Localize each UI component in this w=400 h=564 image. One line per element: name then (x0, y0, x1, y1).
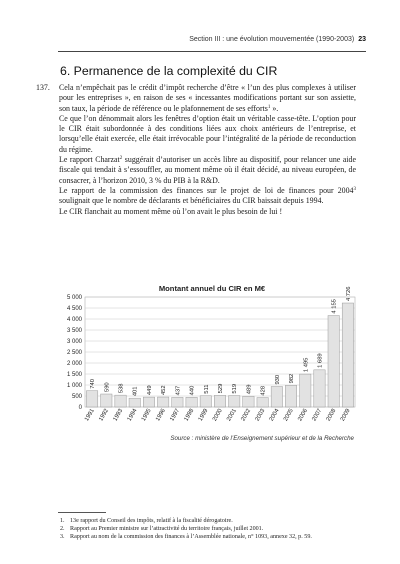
bar-value-label: 452 (161, 385, 168, 396)
paragraph-5: Le CIR flanchait au moment même où l’on avait le plus besoin de lui ! (59, 206, 283, 216)
y-tick-label: 1 500 (66, 372, 82, 379)
x-tick-label: 2002 (240, 408, 253, 423)
bar (186, 397, 197, 407)
bar (342, 303, 353, 407)
y-tick-label: 500 (71, 394, 82, 401)
footnote-number: 3. (60, 534, 65, 541)
y-tick-label: 2 000 (66, 361, 82, 368)
header-rule (58, 51, 366, 52)
bar-value-label: 401 (132, 386, 139, 397)
bar (172, 397, 183, 407)
bar-value-label: 440 (189, 385, 196, 396)
bar-value-label: 529 (218, 383, 224, 394)
x-tick-label: 1998 (183, 408, 196, 423)
section-title: 6. Permanence de la complexité du CIR (60, 64, 278, 78)
bar (243, 396, 254, 407)
bar-value-label: 538 (118, 383, 125, 394)
bar-value-label: 930 (274, 374, 281, 385)
paragraph-4-text: Le rapport de la commission des finances sur le projet de loi de finances pour 2004 (59, 185, 354, 195)
x-tick-label: 2005 (283, 408, 295, 423)
x-tick-label: 2003 (254, 408, 267, 423)
x-tick-label: 1994 (126, 408, 139, 423)
x-tick-label: 1999 (197, 408, 210, 423)
x-tick-label: 1992 (98, 408, 111, 423)
bar-value-label: 489 (246, 384, 253, 395)
footnote-number: 2. (60, 526, 65, 533)
x-tick-label: 1995 (140, 408, 153, 423)
paragraph-3-end: suggérait d’autoriser un accès libre au dispositif, pour relancer une aide fiscale qui tendait à s’essouffler, au moment même où il était décidé, au niveau européen, de consacrer, à l’horizon 2010, 3 % du PIB à la R&D. (59, 155, 356, 185)
chart-title: Montant annuel du CIR en M€ (158, 284, 266, 293)
bar (271, 387, 282, 407)
bar (214, 395, 225, 407)
footnote-number: 1. (60, 518, 65, 524)
y-tick-label: 3 000 (66, 339, 82, 346)
bar-value-label: 1 689 (317, 353, 324, 368)
bar (314, 370, 325, 407)
bar-value-label: 740 (90, 379, 97, 389)
bar (257, 398, 268, 407)
y-tick-label: 4 000 (66, 317, 82, 324)
footnote-3 (60, 533, 350, 541)
x-tick-label: 1991 (84, 408, 96, 423)
x-tick-label: 1997 (169, 408, 182, 423)
bar-value-label: 982 (289, 373, 296, 384)
running-head (58, 36, 366, 48)
y-tick-label: 5 000 (66, 295, 82, 302)
y-tick-label: 3 500 (66, 328, 82, 335)
bar (101, 394, 112, 407)
note-ref-2: 2 (119, 156, 123, 162)
bar (328, 316, 339, 407)
y-tick-label: 2 500 (66, 350, 82, 357)
bar (200, 396, 211, 407)
page-number: 23 (358, 36, 366, 43)
bar-value-label: 1 495 (303, 357, 310, 373)
body-text (36, 83, 356, 217)
x-tick-label: 2000 (211, 408, 224, 423)
footnotes (60, 517, 350, 542)
paragraph-1 (59, 83, 356, 114)
footnote-rule (58, 512, 106, 513)
bar-value-label: 519 (232, 383, 239, 394)
bar (157, 397, 168, 407)
bar (143, 397, 154, 407)
bar (86, 391, 97, 407)
paragraph-1-end: ». (270, 103, 279, 113)
footnote-text: Rapport au nom de la commission des finances à l’Assemblée nationale, n° 1093, annexe 32, p. 59. (70, 534, 312, 541)
bar-value-label: 511 (203, 384, 210, 394)
paragraph-4-end: soulignait que le nombre de déclarants et bénéficiaires du CIR baissait depuis 1994. (59, 196, 324, 206)
x-tick-label: 2007 (311, 408, 324, 423)
footnote-2 (60, 525, 350, 533)
x-tick-label: 2009 (339, 408, 352, 423)
running-title: Section III : une évolution mouvementée (1990-2003) (189, 36, 355, 43)
note-ref-1: 1 (267, 104, 271, 110)
x-tick-label: 1996 (155, 408, 167, 423)
bar (229, 396, 240, 407)
chart-svg (57, 280, 357, 445)
bar-value-label: 428 (260, 385, 267, 396)
bar (300, 374, 311, 407)
bar-value-label: 4 155 (331, 299, 338, 314)
paragraph-3 (59, 155, 356, 186)
footnote-text: 13e rapport du Conseil des impôts, relatif à la fiscalité dérogatoire. (70, 518, 233, 524)
paragraph-2: Ce que l’on dénommait alors les fenêtres d’option était un véritable casse-tête. L’option pour le CIR était subordonnée à des conditions liées aux choix antérieurs de l’entreprise, et lorsqu’elle était exercée, elle était irrévocable pour l’intégralité de la période de reconduction du régime. (59, 113, 356, 154)
x-tick-label: 2001 (226, 408, 238, 423)
footnote-1 (60, 517, 350, 525)
paragraph-number: 137. (36, 83, 50, 92)
y-tick-label: 4 500 (66, 306, 82, 313)
bar-value-label: 4 726 (345, 286, 352, 302)
bar-value-label: 590 (104, 382, 111, 393)
note-ref-3: 3 (353, 186, 356, 192)
footnote-text: Rapport au Premier ministre sur l’attractivité du territoire français, juillet 2001. (70, 526, 264, 533)
x-tick-label: 1993 (112, 408, 125, 423)
y-tick-label: 0 (78, 405, 82, 412)
cir-bar-chart (57, 280, 357, 445)
chart-source: Source : ministère de l’Enseignement supérieur et de la Recherche (170, 435, 354, 442)
y-tick-label: 1 000 (66, 383, 82, 390)
bar (129, 398, 140, 407)
x-tick-label: 2004 (268, 408, 281, 423)
x-tick-label: 2008 (325, 408, 338, 423)
bar (285, 385, 296, 407)
paragraph-1-text: Cela n’empêchait pas le crédit d’impôt recherche d’être « l’un des plus complexes à utiliser pour les entreprises », en raison de ses « incessantes modifications portant sur son assiette, son taux, la période de référence ou le plafonnement de ses efforts (59, 83, 356, 113)
bar-value-label: 437 (175, 385, 182, 396)
x-tick-label: 2006 (297, 408, 309, 423)
bar (115, 395, 126, 407)
paragraph-4 (59, 186, 356, 207)
paragraph-3-text: Le rapport Charzat (59, 155, 120, 165)
bar-value-label: 449 (146, 385, 153, 396)
